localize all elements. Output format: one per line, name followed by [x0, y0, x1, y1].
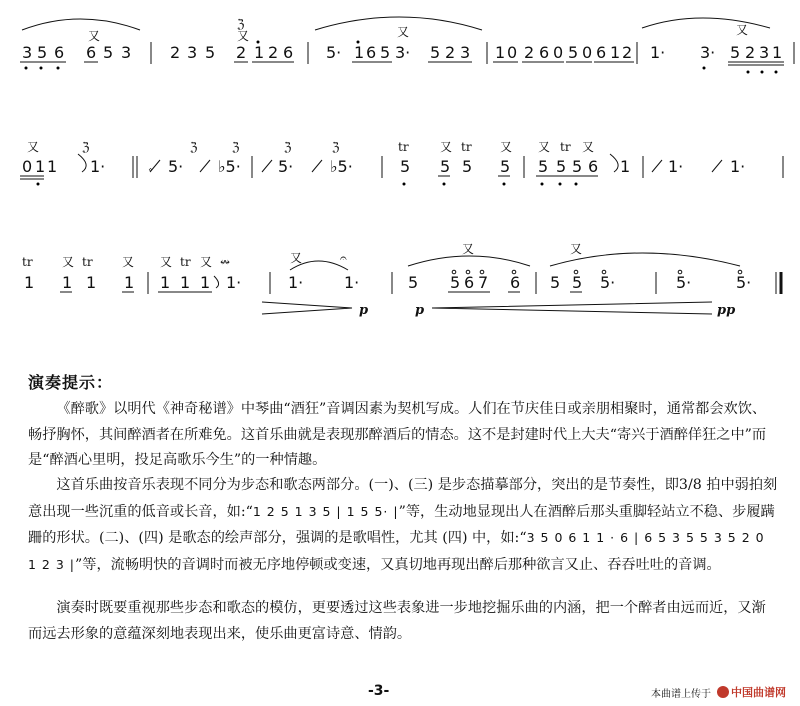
svg-text:5·: 5· [278, 157, 294, 176]
svg-text:3: 3 [22, 43, 33, 62]
svg-text:♭5·: ♭5· [330, 157, 353, 176]
svg-text:ℨ: ℨ [232, 140, 240, 154]
svg-text:1·: 1· [668, 157, 684, 176]
svg-text:ℨ: ℨ [284, 140, 292, 154]
svg-text:1: 1 [610, 43, 621, 62]
svg-text:6: 6 [54, 43, 65, 62]
svg-text:5: 5 [568, 43, 579, 62]
svg-text:0: 0 [507, 43, 518, 62]
svg-text:5: 5 [450, 273, 461, 292]
svg-text:5·: 5· [736, 273, 752, 292]
score-svg [0, 0, 800, 340]
svg-text:3·: 3· [395, 43, 411, 62]
svg-text:5: 5 [500, 157, 511, 176]
svg-text:1·: 1· [650, 43, 666, 62]
hints-title: 演奏提示： [28, 373, 114, 392]
svg-text:0: 0 [22, 157, 33, 176]
svg-text:5: 5 [430, 43, 441, 62]
svg-text:2: 2 [445, 43, 456, 62]
svg-text:1·: 1· [344, 273, 360, 292]
svg-text:2: 2 [745, 43, 756, 62]
svg-text:6: 6 [366, 43, 377, 62]
svg-text:5·: 5· [600, 273, 616, 292]
p2-text-b: ”等，生动地显现出人在酒醉后那头重脚轻站立不稳、步履蹒跚的形状。(二)、(四) 是歌态的绘声部分，强调的是歌唱性，尤其 (四) 中，如:“ [28, 503, 775, 546]
svg-text:2: 2 [524, 43, 535, 62]
svg-text:2: 2 [268, 43, 279, 62]
svg-text:1: 1 [124, 273, 135, 292]
svg-text:6: 6 [539, 43, 550, 62]
svg-text:又: 又 [462, 242, 475, 256]
svg-text:又: 又 [570, 242, 583, 256]
svg-text:p: p [359, 303, 369, 318]
svg-text:6: 6 [464, 273, 475, 292]
svg-text:1: 1 [254, 43, 265, 62]
dynamic-p-2 [414, 302, 428, 318]
svg-text:tr: tr [461, 140, 472, 154]
svg-text:1: 1 [620, 157, 631, 176]
svg-text:ℨ: ℨ [82, 140, 90, 154]
hints-paragraph-2 [28, 473, 778, 578]
svg-text:5: 5 [400, 157, 411, 176]
svg-text:1: 1 [47, 157, 58, 176]
svg-text:tr: tr [22, 255, 33, 269]
svg-text:又: 又 [88, 29, 101, 43]
svg-text:1: 1 [772, 43, 783, 62]
svg-text:3: 3 [121, 43, 132, 62]
notation-example-1: 1 2 5 1 3 5 | 1 5 5· | [252, 503, 399, 519]
svg-text:♭5·: ♭5· [218, 157, 241, 176]
svg-text:又: 又 [27, 140, 40, 154]
svg-text:2: 2 [236, 43, 247, 62]
svg-text:1·: 1· [730, 157, 746, 176]
svg-text:又: 又 [62, 255, 75, 269]
svg-text:又: 又 [500, 140, 513, 154]
svg-text:tr: tr [398, 140, 409, 154]
svg-text:5: 5 [550, 273, 561, 292]
dynamic-p-1 [358, 302, 372, 318]
svg-text:1: 1 [495, 43, 506, 62]
svg-text:6: 6 [86, 43, 97, 62]
svg-text:5: 5 [205, 43, 216, 62]
svg-text:5: 5 [440, 157, 451, 176]
score-line-3 [22, 242, 781, 314]
svg-text:p: p [415, 303, 425, 318]
site-logo[interactable] [717, 684, 786, 700]
svg-text:2: 2 [622, 43, 633, 62]
svg-text:1: 1 [35, 157, 46, 176]
svg-text:1: 1 [62, 273, 73, 292]
svg-text:5: 5 [103, 43, 114, 62]
dynamic-pp [716, 302, 740, 318]
svg-text:6: 6 [588, 157, 599, 176]
svg-text:ℨ: ℨ [237, 17, 245, 31]
svg-text:1·: 1· [226, 273, 242, 292]
svg-text:又: 又 [736, 23, 749, 37]
svg-text:5: 5 [37, 43, 48, 62]
svg-text:tr: tr [180, 255, 191, 269]
svg-text:1: 1 [180, 273, 191, 292]
svg-text:𝆹: 𝆹 [148, 157, 154, 176]
upload-text: 本曲谱上传于 [651, 688, 711, 700]
svg-text:1: 1 [160, 273, 171, 292]
svg-text:6: 6 [596, 43, 607, 62]
svg-text:又: 又 [290, 251, 303, 265]
svg-text:3: 3 [759, 43, 770, 62]
footer-credit [651, 684, 786, 700]
svg-text:6: 6 [510, 273, 521, 292]
svg-text:7: 7 [478, 273, 489, 292]
svg-text:5: 5 [538, 157, 549, 176]
svg-text:5: 5 [462, 157, 473, 176]
svg-text:ℨ: ℨ [190, 140, 198, 154]
svg-text:pp: pp [717, 303, 736, 318]
svg-text:5: 5 [730, 43, 741, 62]
svg-text:tr: tr [82, 255, 93, 269]
svg-text:5·: 5· [168, 157, 184, 176]
svg-text:3: 3 [460, 43, 471, 62]
svg-text:1·: 1· [288, 273, 304, 292]
svg-text:5: 5 [572, 157, 583, 176]
svg-text:3: 3 [187, 43, 198, 62]
svg-text:6: 6 [283, 43, 294, 62]
svg-text:5: 5 [572, 273, 583, 292]
svg-text:又: 又 [440, 140, 453, 154]
svg-text:又: 又 [397, 25, 410, 39]
svg-text:tr: tr [560, 140, 571, 154]
svg-text:0: 0 [553, 43, 564, 62]
svg-text:1: 1 [200, 273, 211, 292]
svg-text:1: 1 [354, 43, 365, 62]
svg-text:↭: ↭ [220, 255, 231, 269]
svg-text:𝄐: 𝄐 [340, 251, 347, 265]
p2-text-c: ”等，流畅明快的音调时而被无序地停顿或变速，又真切地再现出醉后那种欲言又止、吞吞吐吐的音调。 [75, 556, 721, 573]
svg-text:5·: 5· [676, 273, 692, 292]
svg-text:又: 又 [122, 255, 135, 269]
svg-text:ℨ: ℨ [332, 140, 340, 154]
svg-text:1: 1 [24, 273, 35, 292]
p2-text-a: 这首乐曲按音乐表现不同分为步态和歌态两部分。(一)、(三) 是步态描摹部分，突出的是节奏性，即3/8 拍中弱拍刻意出现一些沉重的低音或长音，如:“ [28, 477, 778, 520]
svg-text:0: 0 [582, 43, 593, 62]
svg-text:5: 5 [408, 273, 419, 292]
site-name: 中国曲谱网 [731, 686, 786, 699]
score-line-1 [20, 17, 794, 74]
notation-example-2: 3 5 0 6 1 1 · 6 | 6 5 3 5 5 3 5 2 0 1 2 3 | [28, 530, 765, 572]
svg-text:5: 5 [380, 43, 391, 62]
svg-text:2: 2 [170, 43, 181, 62]
svg-text:5·: 5· [326, 43, 342, 62]
music-score [0, 0, 800, 340]
svg-text:1: 1 [86, 273, 97, 292]
svg-text:又: 又 [200, 255, 213, 269]
svg-text:又: 又 [160, 255, 173, 269]
hints-paragraph-3: 演奏时既要重视那些步态和歌态的模仿，更要透过这些表象进一步地挖掘乐曲的内涵，把一个醉者由远而近，又渐而远去形象的意蕴深刻地表现出来，使乐曲更富诗意、情韵。 [28, 600, 766, 642]
site-logo-icon [717, 686, 729, 698]
page-number: -3- [368, 683, 390, 699]
svg-text:1·: 1· [90, 157, 106, 176]
svg-text:又: 又 [582, 140, 595, 154]
score-line-2 [20, 140, 783, 186]
svg-text:3·: 3· [700, 43, 716, 62]
svg-text:5: 5 [556, 157, 567, 176]
svg-text:又: 又 [538, 140, 551, 154]
hints-paragraph-1: 《醉歌》以明代《神奇秘谱》中琴曲“酒狂”音调因素为契机写成。人们在节庆佳日或亲朋相聚时，通常都会欢饮、畅抒胸怀，其间醉酒者在所难免。这首乐曲就是表现那醉酒后的情态。这不是封建时代上大夫“寄兴于酒醉佯狂之中”而是“醉酒心里明，投足高歌乐今生”的一种情趣。 [28, 401, 767, 468]
svg-text:又: 又 [237, 29, 250, 43]
